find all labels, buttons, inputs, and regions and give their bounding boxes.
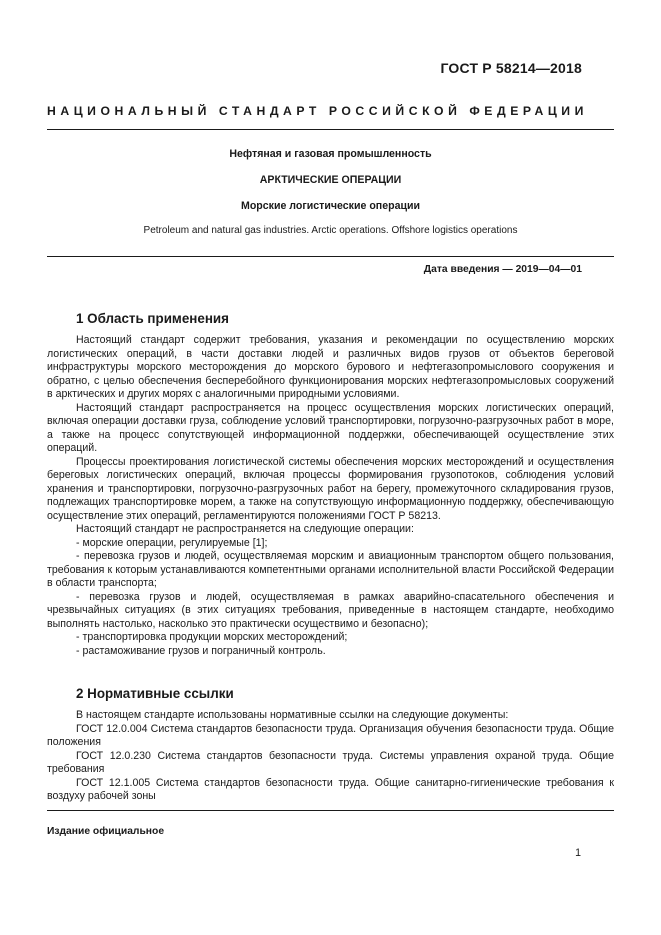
paragraph: Процессы проектирования логистической системы обеспечения морских месторождений и осуществления береговых логистических операций, включая процессы формирования грузопотоков, соблюдения условий хранения и транспортировки, погрузочно-разгрузочных работ на берегу, промежуточного складирования грузов, подлежащих транспортировке морем, а также на сопутствующую информационную поддержку, обеспечивающую осуществление этих операций, регламентируются положениями ГОСТ Р 58213. [47, 455, 614, 522]
list-item: - перевозка грузов и людей, осуществляемая в рамках аварийно-спасательного обеспечения и чрезвычайных ситуациях (в этих ситуациях требования, приведенные в настоящем стандарте, необходимо выполнять настолько, насколько это практически осуществимо и безопасно); [47, 590, 614, 630]
industry-name: Нефтяная и газовая промышленность [229, 148, 432, 160]
document-subtitle: Морские логистические операции [241, 200, 420, 212]
paragraph: Настоящий стандарт содержит требования, указания и рекомендации по осуществлению морских логистических операций, в части доставки людей и различных видов грузов от объектов береговой инфраструктуры морского месторождения до морского бурового и нефтегазопромыслового сооружения и обратно, с целью обеспечения бесперебойного функционирования морских нефтегазопромысловых сооружений в арктических и других морях с аналогичными природными условиями. [47, 334, 614, 400]
document-title: АРКТИЧЕСКИЕ ОПЕРАЦИИ [259, 174, 402, 186]
paragraph: Настоящий стандарт не распространяется на следующие операции: [76, 523, 414, 535]
section-2-body [47, 709, 614, 804]
paragraph: В настоящем стандарте использованы нормативные ссылки на следующие документы: [76, 709, 509, 721]
reference-item: ГОСТ 12.0.004 Система стандартов безопасности труда. Организация обучения безопасности труда. Общие положения [47, 722, 614, 748]
list-item: - растаможивание грузов и пограничный контроль. [76, 644, 326, 657]
page-number: 1 [575, 847, 581, 859]
divider-footer [47, 810, 614, 811]
divider-top [47, 129, 614, 130]
section-2-heading: 2 Нормативные ссылки [76, 686, 234, 701]
list-item: - транспортировка продукции морских месторождений; [76, 631, 348, 643]
list-item: - морские операции, регулируемые [1]; [76, 536, 268, 549]
official-edition-label: Издание официальное [47, 826, 165, 837]
section-1-body [47, 334, 614, 658]
divider-title [47, 256, 614, 257]
english-title: Petroleum and natural gas industries. Arctic operations. Offshore logistics operations [143, 225, 518, 236]
national-standard-title: НАЦИОНАЛЬНЫЙ СТАНДАРТ РОССИЙСКОЙ ФЕДЕРАЦИИ [47, 104, 588, 118]
list-item: - перевозка грузов и людей, осуществляемая морским и авиационным транспортом общего пользования, требования к которым устанавливаются компетентными органами исполнительной власти Российской Федерации в области транспорта; [47, 550, 614, 589]
reference-item: ГОСТ 12.0.230 Система стандартов безопасности труда. Системы управления охраной труда. Общие требования [47, 749, 614, 775]
gost-number: ГОСТ Р 58214—2018 [440, 60, 582, 76]
intro-date: Дата введения — 2019—04—01 [423, 264, 582, 275]
reference-item: ГОСТ 12.1.005 Система стандартов безопасности труда. Общие санитарно-гигиенические требования к воздуху рабочей зоны [47, 776, 614, 802]
section-1-heading: 1 Область применения [76, 311, 229, 326]
paragraph: Настоящий стандарт распространяется на процесс осуществления морских логистических операций, включая операции доставки груза, соблюдение условий транспортировки, погрузочно-разгрузочных работ в море, а также на процесс сопутствующей информационной поддержки, обеспечивающей осуществление этих операций. [47, 401, 614, 454]
